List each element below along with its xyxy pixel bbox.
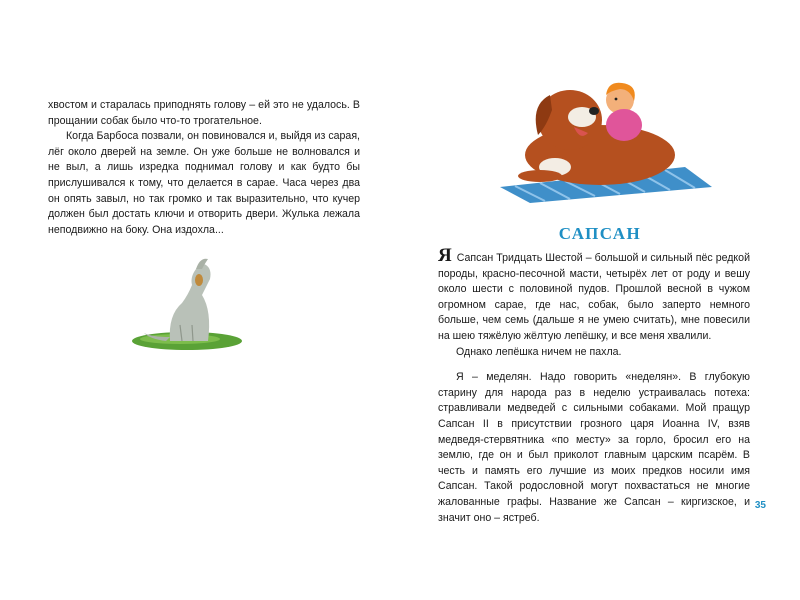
drop-cap: Я <box>438 245 452 266</box>
left-paragraph-1: хвостом и старалась приподнять голову – ей это не удалось. В прощании собак было что-то трогательное. <box>48 99 360 127</box>
right-paragraph-2: Однако лепёшка ничем не пахла. <box>456 345 622 358</box>
right-page-text <box>438 245 750 526</box>
chapter-title: САПСАН <box>558 224 642 243</box>
paragraph-gap <box>438 360 750 370</box>
right-page <box>400 0 800 600</box>
left-page-text <box>48 98 360 238</box>
dog-and-girl-illustration <box>490 75 720 205</box>
right-paragraph-1 <box>438 245 750 345</box>
right-paragraph-1-text: Сапсан Тридцать Шестой – большой и сильный пёс редкой породы, красно-песочной масти, четырёх лет от роду и вешу около шести с половиной пудов. Прошлой весной в чужом огромном сарае, где нас, собак, было заперто немного больше, чем семь (дальше я не умею считать), мне повесили на шею тяжёлую жёлтую лепёшку, и все меня хвалили. <box>438 252 750 342</box>
left-paragraph-2: Когда Барбоса позвали, он повиновался и, выйдя из сарая, лёг около дверей на земле. Он уже больше не волновался и не выл, а лишь изредка поднимал голову и как будто бы прислушивался к тому, что делается в сарае. Часа через два он опять завыл, но так громко и так выразительно, что кучер должен был достать ключи и отворить двери. Жулька лежала неподвижно на боку. Она издохла... <box>48 130 360 236</box>
howling-dog-illustration <box>130 255 245 355</box>
page-number: 35 <box>754 500 766 511</box>
right-paragraph-3: Я – меделян. Надо говорить «неделян». В глубокую старину для народа раз в неделю устраивалась потеха: стравливали медведей с сильными собаками. Мой пращур Сапсан II в присутствии грозного царя Иоанна IV, взяв медведя-стервятника «по месту» за горло, бросил его на землю, где он и был приколот главным царским псарём. В честь и память его лучшие из моих предков носили имя Сапсан. Такой родословной могут похвастаться не многие жалованные графы. Название же Сапсан – киргизское, и значит оно – ястреб. <box>438 371 750 524</box>
